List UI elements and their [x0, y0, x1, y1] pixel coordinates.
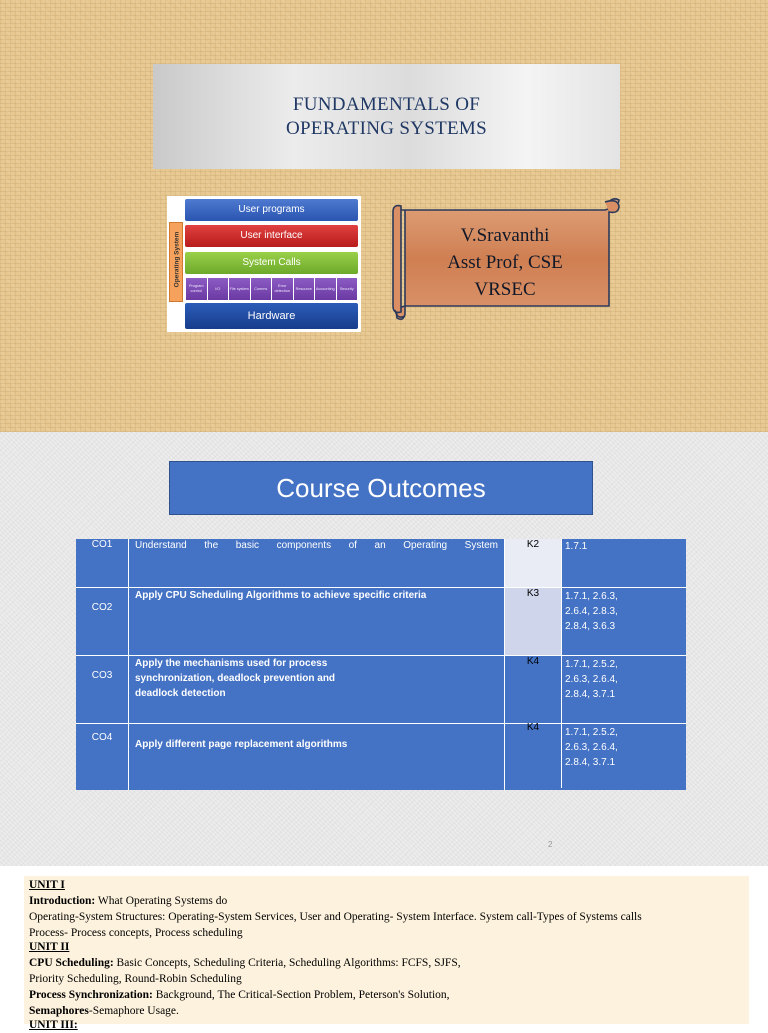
syllabus-line: Operating-System Structures: Operating-System Services, User and Operating- System Interface. System call-Types of Systems calls: [29, 911, 642, 923]
unit-3-heading: [29, 1017, 78, 1033]
semaphores-text: -Semaphore Usage.: [88, 1005, 179, 1017]
co-code: CO3: [76, 656, 129, 723]
module-file-system: File system: [229, 278, 250, 300]
unit-2-heading: [29, 939, 69, 955]
co-mapping-line: 2.6.3, 2.6.4,: [565, 674, 618, 685]
table-row: [76, 723, 686, 790]
unit-1-label: UNIT I: [29, 879, 65, 891]
module-error-detection: Error detection: [272, 278, 293, 300]
slide-title-box: [153, 64, 620, 169]
syllabus-line: Process- Process concepts, Process scheduling: [29, 927, 243, 939]
layer-system-calls: System Calls: [185, 252, 358, 274]
co-mapping: [562, 539, 686, 587]
intro-text: What Operating Systems do: [95, 895, 228, 907]
unit-1-heading: [29, 877, 65, 893]
os-side-bar: [169, 222, 183, 302]
unit-3-label: UNIT III:: [29, 1019, 78, 1031]
co-mapping-line: 2.6.3, 2.6.4,: [565, 742, 618, 753]
author-info: [400, 222, 610, 303]
co-description: Apply CPU Scheduling Algorithms to achieve specific criteria: [129, 588, 505, 655]
intro-label: Introduction:: [29, 895, 96, 907]
co-knowledge-level: K3: [505, 588, 562, 655]
co-mapping-line: 1.7.1: [565, 541, 588, 552]
co-description: Apply different page replacement algorithms: [129, 724, 505, 790]
table-row: [76, 587, 686, 655]
syllabus-line: [29, 987, 450, 1003]
page-number: 2: [548, 840, 553, 849]
course-outcomes-title: Course Outcomes: [169, 461, 593, 515]
module-security: Security: [337, 278, 358, 300]
slide-title-line-1: FUNDAMENTALS OF: [292, 93, 481, 115]
co-knowledge-level: K2: [505, 539, 562, 587]
co-mapping-line: 2.8.4, 3.7.1: [565, 689, 616, 700]
layer-os-modules: [185, 277, 358, 301]
os-layer-diagram: [167, 196, 361, 332]
module-io: I/O: [208, 278, 229, 300]
co-mapping-line: 1.7.1, 2.5.2,: [565, 659, 618, 670]
co-knowledge-level: K4: [505, 722, 562, 788]
co-mapping-line: 2.8.4, 3.6.3: [565, 621, 616, 632]
module-accounting: Accounting: [315, 278, 336, 300]
co-description: Understand the basic components of an Operating System: [129, 539, 505, 587]
module-comms: Comms: [251, 278, 272, 300]
co-code: CO2: [76, 588, 129, 655]
co-mapping-line: 1.7.1, 2.5.2,: [565, 727, 618, 738]
sync-label: Process Synchronization:: [29, 989, 153, 1001]
syllabus-line: [29, 893, 227, 909]
layer-user-interface: User interface: [185, 225, 358, 247]
course-outcomes-table: [76, 539, 686, 790]
cpu-text: Basic Concepts, Scheduling Criteria, Scheduling Algorithms: FCFS, SJFS,: [113, 957, 461, 969]
module-resource: Resource: [294, 278, 315, 300]
title-slide: [0, 0, 768, 432]
co-mapping-line: 2.8.4, 3.7.1: [565, 757, 616, 768]
semaphores-label: Semaphores: [29, 1005, 89, 1017]
slide-title-line-2: OPERATING SYSTEMS: [286, 117, 487, 139]
layer-hardware: Hardware: [185, 303, 358, 329]
unit-2-label: UNIT II: [29, 941, 70, 953]
co-mapping-line: 1.7.1, 2.6.3,: [565, 591, 618, 602]
os-side-label: Operating System: [173, 231, 181, 288]
syllabus-line: [29, 955, 461, 971]
table-row: [76, 539, 686, 587]
co-mapping: [562, 588, 686, 655]
syllabus-slide: [24, 876, 749, 1031]
author-name: V.Sravanthi: [460, 225, 550, 246]
author-designation: Asst Prof, CSE: [447, 252, 563, 273]
cpu-label: CPU Scheduling:: [29, 957, 114, 969]
co-knowledge-level: K4: [505, 656, 562, 723]
co-mapping-line: 2.6.4, 2.8.3,: [565, 606, 618, 617]
co-code: CO4: [76, 724, 129, 790]
syllabus-line: Priority Scheduling, Round-Robin Scheduling: [29, 973, 242, 985]
co-code: CO1: [76, 539, 129, 587]
module-program-control: Program control: [186, 278, 207, 300]
co-description: Apply the mechanisms used for process synchronization, deadlock prevention and deadlock detection: [129, 656, 505, 723]
co-mapping: [562, 724, 686, 790]
course-outcomes-slide: [0, 432, 768, 866]
layer-user-programs: User programs: [185, 199, 358, 221]
sync-text: Background, The Critical-Section Problem, Peterson's Solution,: [152, 989, 450, 1001]
table-row: [76, 655, 686, 723]
author-institution: VRSEC: [474, 279, 536, 300]
co-mapping: [562, 656, 686, 723]
